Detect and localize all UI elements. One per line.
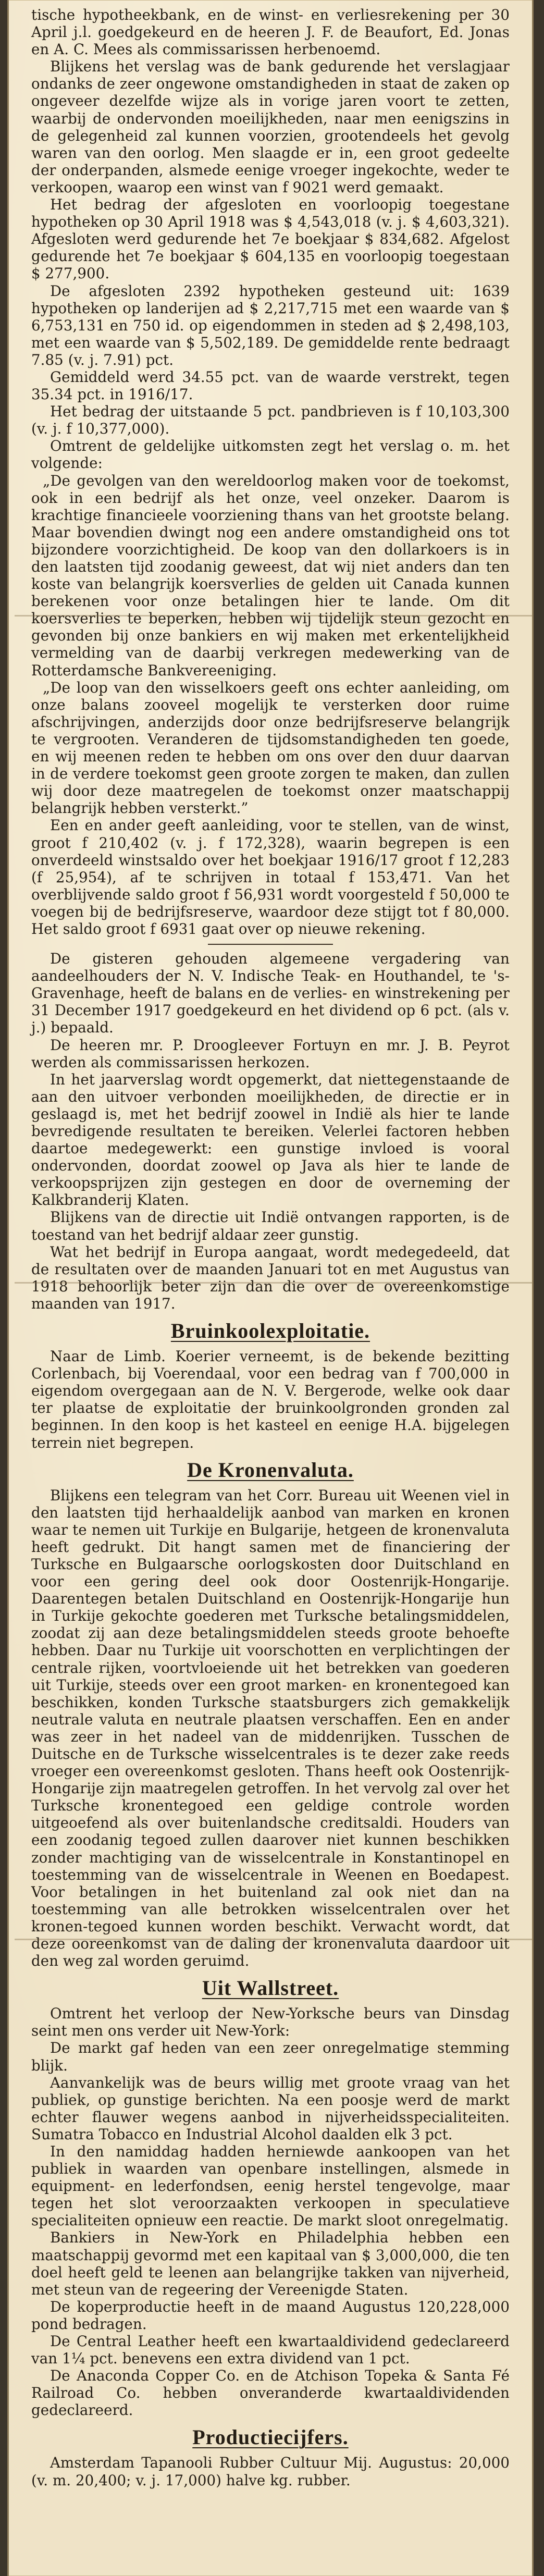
section-heading-kronen: De Kronenvaluta. — [187, 1458, 354, 1482]
quote-paragraph: „De loop van den wisselkoers geeft ons echter aanleiding, om onze balans zooveel mogelijk te versterken door ruime afschrijvingen, anderzijds door onze bedrijfsreserve belangrijk te vergrooten. Veranderen de tijdsomstandigheden ten goede, en wij meenen reden te hebben om ons over den duur daarvan in de verdere toekomst geen groote zorgen te maken, dan zullen wij door deze maatregelen de toekomst onzer maatschappij belangrijk hebben versterkt.” — [31, 679, 510, 817]
paragraph: In den namiddag hadden herniewde aankoopen van het publiek in waarden van openbare instellingen, alsmede in equipment- en lederfondsen, eenig herstel tengevolge, maar tegen het slot veroorzaakten verkoopen in speculatieve specialiteiten opnieuw een reactie. De markt sloot onregelmatig. — [31, 2142, 510, 2229]
quote-paragraph: „De gevolgen van den wereldoorlog maken voor de toekomst, ook in een bedrijf als het onze, veel onzeker. Daarom is krachtige financieele voorziening thans van het grootste belang. Maar bovendien dwingt nog een andere omstandigheid ons tot bijzondere voorzichtigheid. De koop van den dollarkoers is in den laatsten tijd zoodanig geweest, dat wij niet anders dan ten koste van belangrijk koersverlies de gelden uit Canada kunnen berekenen voor onze betalingen hier te lande. Om dit koersverlies te beperken, hebben wij tijdelijk steun gezocht en gevonden bij onze bankiers en wij maken met erkentelijkheid vermelding van de daarbij verkregen medewerking van de Rotterdamsche Bankvereeniging. — [31, 472, 510, 679]
paragraph: Wat het bedrijf in Europa aangaat, wordt medegedeeld, dat de resultaten over de maanden Januari tot en met Augustus van 1918 behoorlijk beter zijn dan die over de overeenkomstige maanden van 1917. — [31, 1243, 510, 1312]
paragraph: Omtrent het verloop der New-Yorksche beurs van Dinsdag seint men ons verder uit New-York: — [31, 2005, 510, 2040]
paragraph: Amsterdam Tapanooli Rubber Cultuur Mij. Augustus: 20,000 (v. m. 20,400; v. j. 17,000) halve kg. rubber. — [31, 2454, 510, 2489]
paragraph: De Anaconda Copper Co. en de Atchison Topeka & Santa Fé Railroad Co. hebben onveranderde kwartaaldividenden gedeclareerd. — [31, 2367, 510, 2419]
paragraph: Naar de Limb. Koerier verneemt, is de bekende bezitting Corlenbach, bij Voerendaal, voor een bedrag van f 700,000 in eigendom overgegaan aan de N. V. Bergerode, welke ook daar ter plaatse de exploitatie der bruinkoolgronden gronden zal beginnen. In den koop is het kasteel en eenige H.A. bijgelegen terrein niet begrepen. — [31, 1348, 510, 1451]
paragraph: In het jaarverslag wordt opgemerkt, dat niettegenstaande de aan den uitvoer verbonden moeilijkheden, de directie er in geslaagd is, met het bedrijf zoowel in Indië als hier te lande bevredigende resultaten te bereiken. Velerlei factoren hebben daartoe medegewerkt: een gunstige invloed is vooral ondervonden, doordat zoowel op Java als hier te lande de verkoopsprijzen zijn gestegen en door de overneming der Kalkbranderij Klaten. — [31, 1070, 510, 1209]
paper-fold — [15, 615, 534, 617]
paragraph: tische hypotheekbank, en de winst- en verliesrekening per 30 April j.l. goedgekeurd en de heeren J. F. de Beaufort, Ed. Jonas en A. C. Mees als commissarissen herbenoemd. — [31, 6, 510, 58]
paper-fold — [15, 1939, 534, 1940]
paragraph: De gisteren gehouden algemeene vergadering van aandeelhouders der N. V. Indische Teak- en Houthandel, te 's-Gravenhage, heeft de balans en de verlies- en winstrekening per 31 December 1917 goedgekeurd en het dividend op 6 pct. (als v. j.) bepaald. — [31, 950, 510, 1037]
paragraph: Blijkens een telegram van het Corr. Bureau uit Weenen viel in den laatsten tijd herhaaldelijk aanbod van marken en kronen waar te nemen uit Turkije en Bulgarije, hetgeen de kronenvaluta heeft gedrukt. Dit hangt samen met de financiering der Turksche en Bulgaarsche oorlogskosten door Duitschland en voor een gering deel ook door Oostenrijk-Hongarije. Daarentegen betalen Duitschland en Oostenrijk-Hongarije hun in Turkije gekochte goederen met Turksche betalingsmiddelen, zoodat zij aan deze betalingsmiddelen steeds groote behoefte hebben. Daar nu Turkije uit voorschotten en verplichtingen der centrale rijken, voortvloeiende uit het betrekken van goederen uit Turkije, steeds over een groot marken- en kronentegoed kan beschikken, konden Turksche staatsburgers zich gemakkelijk neutrale valuta en neutrale plaatsen verschaffen. Een en ander was zeer in het nadeel van de middenrijken. Tusschen de Duitsche en de Turksche wisselcentrales is te dezer zake reeds vroeger een overeenkomst gesloten. Thans heeft ook Oostenrijk-Hongarije zijn maatregelen getroffen. In het vervolg zal over het Turksche kronentegoed een geldige controle worden uitgeoefend als over buitenlandsche creditsaldi. Houders van een zoodanig tegoed zullen daarover niet kunnen beschikken zonder machtiging van de wisselcentrale in Konstantinopel en toestemming van de wisselcentrale in Weenen en Boedapest. Voor betalingen in het buitenland zal ook niet dan na toestemming van alle betrokken wisselcentralen over het kronen-tegoed kunnen worden beschikt. Verwacht wordt, dat deze ooreenkomst van de daling der kronenvaluta daardoor uit den weg zal worden geruimd. — [31, 1486, 510, 1970]
section-heading-wallstreet: Uit Wallstreet. — [202, 1976, 339, 2000]
paragraph: Bankiers in New-York en Philadelphia hebben een maatschappij gevormd met een kapitaal van $ 3,000,000, die ten doel heeft geld te leenen aan belangrijke takken van nijverheid, met steun van de regeering der Vereenigde Staten. — [31, 2229, 510, 2298]
paragraph: Gemiddeld werd 34.55 pct. van de waarde verstrekt, tegen 35.34 pct. in 1916/17. — [31, 368, 510, 403]
newspaper-clipping — [7, 0, 534, 2576]
clipping-left-edge — [7, 0, 9, 2576]
paragraph: Omtrent de geldelijke uitkomsten zegt het verslag o. m. het volgende: — [31, 437, 510, 472]
clipping-right-edge — [532, 0, 534, 2576]
paragraph: De Central Leather heeft een kwartaaldividend gedeclareerd van 1¼ pct. benevens een extra dividend van 1 pct. — [31, 2333, 510, 2368]
paragraph: De markt gaf heden van een zeer onregelmatige stemming blijk. — [31, 2039, 510, 2074]
section-heading-productie: Productiecijfers. — [192, 2425, 349, 2449]
paragraph: Blijkens het verslag was de bank gedurende het verslagjaar ondanks de zeer ongewone omstandigheden in staat de zaken op ongeveer dezelfde wijze als in vorige jaren voort te zetten, waarbij de ondervonden moeilijkheden, naar men eenigszins in de gelegenheid zal kunnen voorzien, grootendeels het gevolg waren van den oorlog. Men slaagde er in, een groot gedeelte der onderpanden, alsmede eenige vroeger ingekochte, weder te verkoopen, waarop een winst van f 9021 werd gemaakt. — [31, 58, 510, 196]
article-column — [31, 6, 510, 2489]
paragraph: Het bedrag der uitstaande 5 pct. pandbrieven is f 10,103,300 (v. j. f 10,377,000). — [31, 403, 510, 438]
paper-fold — [15, 1282, 534, 1284]
paragraph: Blijkens van de directie uit Indië ontvangen rapporten, is de toestand van het bedrijf aldaar zeer gunstig. — [31, 1209, 510, 1243]
section-divider — [208, 944, 333, 945]
section-heading-bruinkool: Bruinkoolexploitatie. — [170, 1319, 370, 1343]
paragraph: De heeren mr. P. Droogleever Fortuyn en mr. J. B. Peyrot werden als commissarissen herkozen. — [31, 1036, 510, 1071]
paragraph: De afgesloten 2392 hypotheken gesteund uit: 1639 hypotheken op landerijen ad $ 2,217,715 met een waarde van $ 6,753,131 en 750 id. op eigendommen in steden ad $ 2,498,103, met een waarde van $ 5,502,189. De gemiddelde rente bedraagt 7.85 (v. j. 7.91) pct. — [31, 282, 510, 368]
paragraph: Aanvankelijk was de beurs willig met groote vraag van het publiek, op gunstige berichten. Na een poosje werd de markt echter flauwer wegens aanbod in nijverheidsspecialiteiten. Sumatra Tobacco en Industrial Alcohol daalden elk 3 pct. — [31, 2074, 510, 2143]
paragraph: Een en ander geeft aanleiding, voor te stellen, van de winst, groot f 210,402 (v. j. f 172,328), waarin begrepen is een onverdeeld winstsaldo over het boekjaar 1916/17 groot f 12,283 (f 25,954), af te schrijven in totaal f 153,471. Van het overblijvende saldo groot f 56,931 wordt voorgesteld f 50,000 te voegen bij de bedrijfsreserve, waardoor deze stijgt tot f 80,000. Het saldo groot f 6931 gaat over op nieuwe rekening. — [31, 817, 510, 938]
paragraph: Het bedrag der afgesloten en voorloopig toegestane hypotheken op 30 April 1918 was $ 4,543,018 (v. j. $ 4,603,321). Afgesloten werd gedurende het 7e boekjaar $ 834,682. Afgelost gedurende het 7e boekjaar $ 604,135 en voorloopig toegestaan $ 277,900. — [31, 196, 510, 282]
paragraph: De koperproductie heeft in de maand Augustus 120,228,000 pond bedragen. — [31, 2298, 510, 2333]
